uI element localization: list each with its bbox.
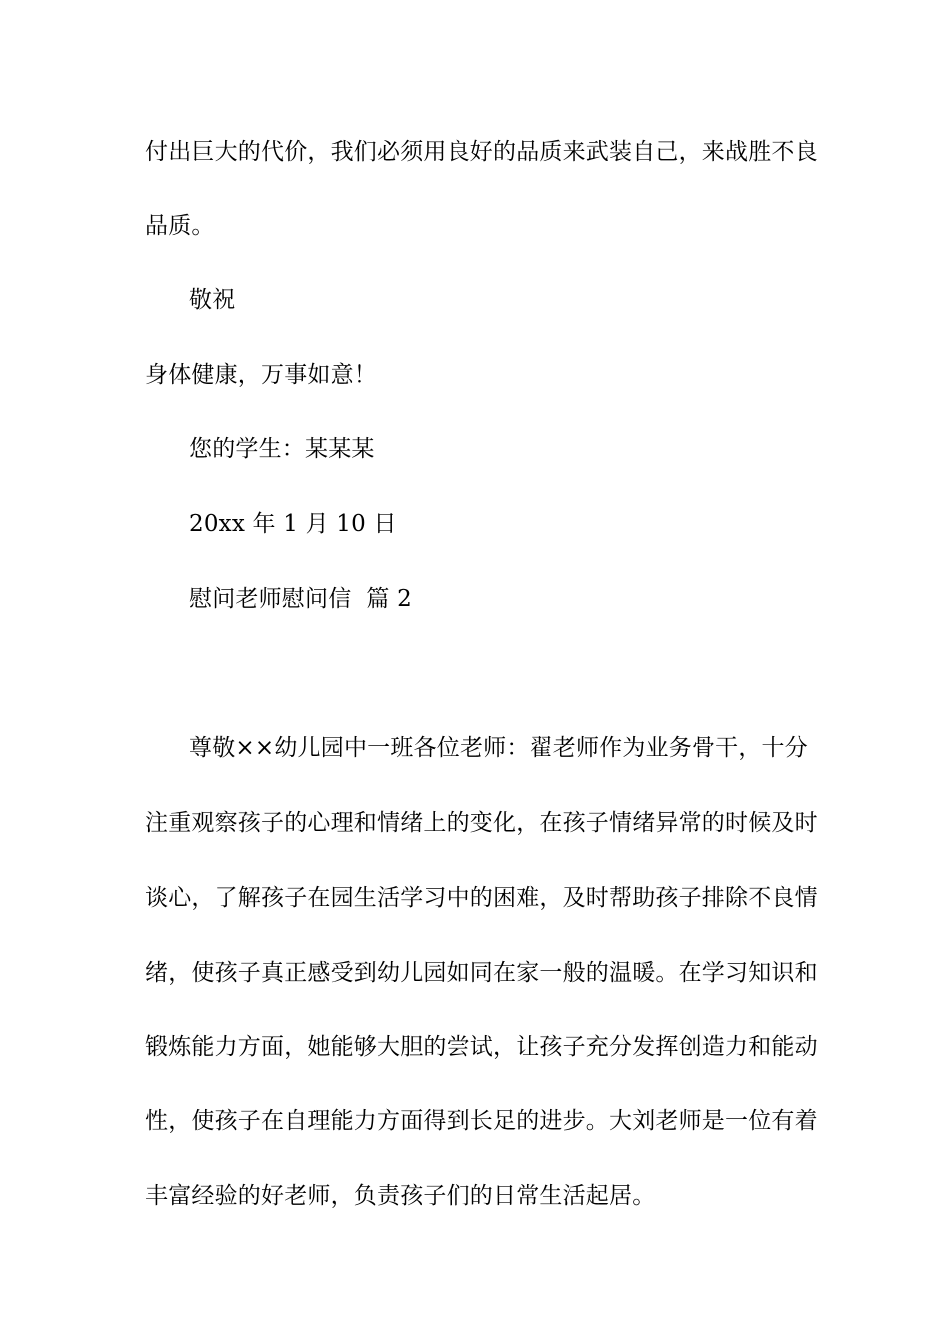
paragraph-line: 性，使孩子在自理能力方面得到长足的进步。大刘老师是一位有着 — [145, 1108, 818, 1134]
paragraph-line: 注重观察孩子的心理和情绪上的变化，在孩子情绪异常的时候及时 — [145, 810, 818, 836]
paragraph-line: 品质。 — [145, 213, 215, 239]
signature: 您的学生：某某某 — [189, 436, 375, 462]
section-heading: 慰问老师慰问信 篇 2 — [189, 586, 412, 612]
paragraph-line: 付出巨大的代价，我们必须用良好的品质来武装自己，来战胜不良 — [145, 139, 818, 165]
paragraph-line: 尊敬××幼儿园中一班各位老师：翟老师作为业务骨干，十分 — [189, 735, 808, 761]
paragraph-line: 绪，使孩子真正感受到幼儿园如同在家一般的温暖。在学习知识和 — [145, 960, 818, 986]
letter-date: 20xx 年 1 月 10 日 — [189, 511, 397, 537]
paragraph-line: 丰富经验的好老师，负责孩子们的日常生活起居。 — [145, 1183, 656, 1209]
salutation: 敬祝 — [189, 287, 236, 313]
paragraph-line: 锻炼能力方面，她能够大胆的尝试，让孩子充分发挥创造力和能动 — [145, 1034, 818, 1060]
wish-line: 身体健康，万事如意！ — [145, 362, 377, 388]
paragraph-line: 谈心，了解孩子在园生活学习中的困难，及时帮助孩子排除不良情 — [145, 885, 818, 911]
